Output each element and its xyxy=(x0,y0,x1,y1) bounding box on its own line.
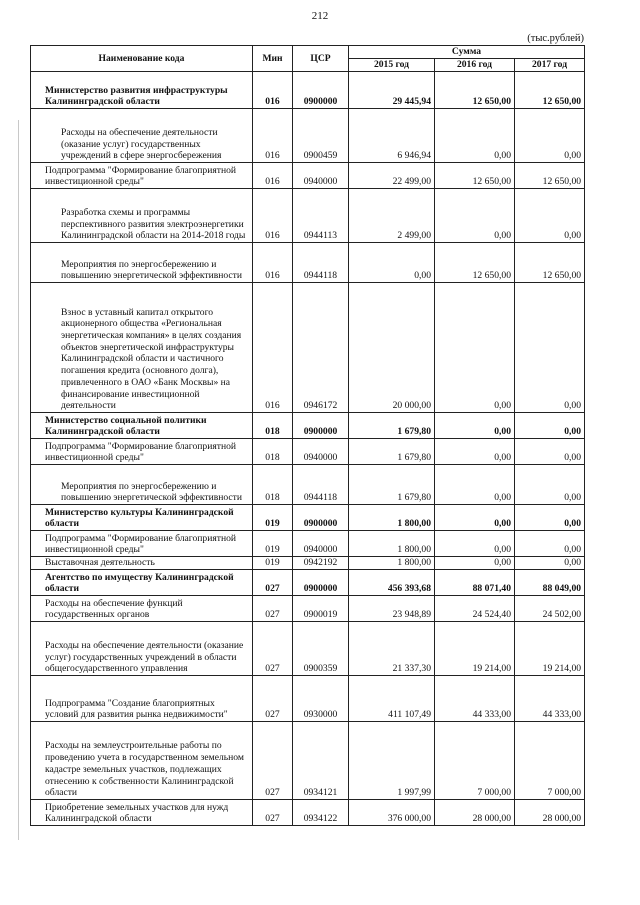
row-2016: 0,00 xyxy=(435,413,515,439)
row-2016: 0,00 xyxy=(435,283,515,413)
row-2016: 12 650,00 xyxy=(435,163,515,189)
row-csr: 0940000 xyxy=(293,531,349,557)
row-csr: 0946172 xyxy=(293,283,349,413)
row-2015: 411 107,49 xyxy=(349,676,435,722)
header-csr: ЦСР xyxy=(293,46,349,72)
table-row xyxy=(31,189,585,243)
row-2017: 0,00 xyxy=(515,505,585,531)
row-name: Расходы на обеспечение функций государственных органов xyxy=(31,596,253,622)
budget-table xyxy=(30,45,585,826)
row-min: 016 xyxy=(253,243,293,283)
row-2017: 12 650,00 xyxy=(515,243,585,283)
row-2016: 28 000,00 xyxy=(435,800,515,826)
row-2015: 1 800,00 xyxy=(349,505,435,531)
row-2016: 0,00 xyxy=(435,557,515,570)
row-csr: 0940000 xyxy=(293,439,349,465)
row-2015: 1 679,80 xyxy=(349,439,435,465)
row-name: Расходы на землеустроительные работы по проведению учета в государственном земельном кадастре земельных участков, подлежащих отнесению к собственности Калининградской области xyxy=(31,722,253,800)
row-csr: 0944118 xyxy=(293,465,349,505)
row-2015: 29 445,94 xyxy=(349,72,435,109)
row-2015: 1 997,99 xyxy=(349,722,435,800)
row-csr: 0900019 xyxy=(293,596,349,622)
table-row xyxy=(31,163,585,189)
row-2015: 20 000,00 xyxy=(349,283,435,413)
header-min: Мин xyxy=(253,46,293,72)
row-name: Подпрограмма "Формирование благоприятной инвестиционной среды" xyxy=(31,163,253,189)
row-2017: 0,00 xyxy=(515,531,585,557)
table-row xyxy=(31,800,585,826)
row-min: 016 xyxy=(253,163,293,189)
row-name: Мероприятия по энергосбережению и повышению энергетической эффективности xyxy=(31,465,253,505)
row-2016: 0,00 xyxy=(435,439,515,465)
row-csr: 0942192 xyxy=(293,557,349,570)
table-row xyxy=(31,465,585,505)
header-2017: 2017 год xyxy=(515,59,585,72)
row-name: Подпрограмма "Создание благоприятных условий для развития рынка недвижимости" xyxy=(31,676,253,722)
table-row xyxy=(31,570,585,596)
table-row xyxy=(31,439,585,465)
row-csr: 0934122 xyxy=(293,800,349,826)
row-name: Министерство развития инфраструктуры Калининградской области xyxy=(31,72,253,109)
row-2015: 6 946,94 xyxy=(349,109,435,163)
row-2017: 7 000,00 xyxy=(515,722,585,800)
header-2016: 2016 год xyxy=(435,59,515,72)
row-min: 018 xyxy=(253,413,293,439)
row-csr: 0944113 xyxy=(293,189,349,243)
row-2017: 0,00 xyxy=(515,283,585,413)
row-2015: 1 800,00 xyxy=(349,531,435,557)
row-min: 019 xyxy=(253,531,293,557)
row-2017: 0,00 xyxy=(515,557,585,570)
table-row xyxy=(31,596,585,622)
row-min: 027 xyxy=(253,596,293,622)
table-row xyxy=(31,557,585,570)
row-min: 016 xyxy=(253,109,293,163)
row-name: Подпрограмма "Формирование благоприятной инвестиционной среды" xyxy=(31,439,253,465)
row-2017: 88 049,00 xyxy=(515,570,585,596)
row-name: Расходы на обеспечение деятельности (оказание услуг) государственных учреждений в области общегосударственного управления xyxy=(31,622,253,676)
row-2016: 12 650,00 xyxy=(435,243,515,283)
row-min: 018 xyxy=(253,439,293,465)
row-name: Приобретение земельных участков для нужд Калининградской области xyxy=(31,800,253,826)
row-min: 027 xyxy=(253,722,293,800)
row-name: Разработка схемы и программы перспективного развития электроэнергетики Калининградской области на 2014-2018 годы xyxy=(31,189,253,243)
row-2017: 24 502,00 xyxy=(515,596,585,622)
table-row xyxy=(31,622,585,676)
row-name: Агентство по имуществу Калининградской области xyxy=(31,570,253,596)
row-min: 018 xyxy=(253,465,293,505)
row-csr: 0900000 xyxy=(293,505,349,531)
row-2016: 7 000,00 xyxy=(435,722,515,800)
row-name: Подпрограмма "Формирование благоприятной инвестиционной среды" xyxy=(31,531,253,557)
row-2015: 21 337,30 xyxy=(349,622,435,676)
row-csr: 0944118 xyxy=(293,243,349,283)
row-2017: 0,00 xyxy=(515,465,585,505)
row-min: 027 xyxy=(253,570,293,596)
row-2017: 44 333,00 xyxy=(515,676,585,722)
row-csr: 0934121 xyxy=(293,722,349,800)
table-row xyxy=(31,531,585,557)
row-min: 027 xyxy=(253,800,293,826)
table-row xyxy=(31,283,585,413)
row-2016: 0,00 xyxy=(435,531,515,557)
row-2017: 12 650,00 xyxy=(515,163,585,189)
row-csr: 0900000 xyxy=(293,72,349,109)
row-2017: 0,00 xyxy=(515,109,585,163)
row-min: 016 xyxy=(253,283,293,413)
header-name: Наименование кода xyxy=(31,46,253,72)
page-number: 212 xyxy=(311,10,329,22)
row-name: Министерство культуры Калининградской области xyxy=(31,505,253,531)
row-2017: 19 214,00 xyxy=(515,622,585,676)
table-row xyxy=(31,109,585,163)
header-sum: Сумма xyxy=(349,46,585,59)
row-2015: 2 499,00 xyxy=(349,189,435,243)
row-2015: 1 679,80 xyxy=(349,413,435,439)
row-2016: 19 214,00 xyxy=(435,622,515,676)
row-name: Мероприятия по энергосбережению и повышению энергетической эффективности xyxy=(31,243,253,283)
row-2015: 1 800,00 xyxy=(349,557,435,570)
row-min: 016 xyxy=(253,72,293,109)
row-name: Министерство социальной политики Калининградской области xyxy=(31,413,253,439)
row-min: 027 xyxy=(253,622,293,676)
row-2016: 24 524,40 xyxy=(435,596,515,622)
row-name: Расходы на обеспечение деятельности (оказание услуг) государственных учреждений в сфере энергосбережения xyxy=(31,109,253,163)
row-2017: 28 000,00 xyxy=(515,800,585,826)
row-2016: 12 650,00 xyxy=(435,72,515,109)
row-2016: 0,00 xyxy=(435,109,515,163)
row-2016: 0,00 xyxy=(435,465,515,505)
row-2016: 0,00 xyxy=(435,189,515,243)
row-2017: 12 650,00 xyxy=(515,72,585,109)
row-2016: 88 071,40 xyxy=(435,570,515,596)
row-name: Взнос в уставный капитал открытого акционерного общества «Региональная энергетическая компания» в целях создания объектов энергетической инфраструктуры Калининградской области и частичного погашения кредита (основного долга), привлеченного в ОАО «Банк Москвы» на финансирование инвестиционной деятельности xyxy=(31,283,253,413)
row-min: 016 xyxy=(253,189,293,243)
row-2017: 0,00 xyxy=(515,189,585,243)
table-row xyxy=(31,676,585,722)
row-csr: 0930000 xyxy=(293,676,349,722)
row-min: 019 xyxy=(253,505,293,531)
table-row xyxy=(31,413,585,439)
row-min: 019 xyxy=(253,557,293,570)
row-min: 027 xyxy=(253,676,293,722)
row-2015: 23 948,89 xyxy=(349,596,435,622)
row-2017: 0,00 xyxy=(515,413,585,439)
row-csr: 0900000 xyxy=(293,570,349,596)
units-note: (тыс.рублей) xyxy=(527,33,584,44)
row-2016: 44 333,00 xyxy=(435,676,515,722)
row-2016: 0,00 xyxy=(435,505,515,531)
row-name: Выставочная деятельность xyxy=(31,557,253,570)
scan-edge-line xyxy=(18,120,19,840)
row-2015: 1 679,80 xyxy=(349,465,435,505)
row-2015: 22 499,00 xyxy=(349,163,435,189)
row-csr: 0940000 xyxy=(293,163,349,189)
row-2015: 376 000,00 xyxy=(349,800,435,826)
header-2015: 2015 год xyxy=(349,59,435,72)
row-2017: 0,00 xyxy=(515,439,585,465)
row-2015: 456 393,68 xyxy=(349,570,435,596)
row-csr: 0900359 xyxy=(293,622,349,676)
row-csr: 0900459 xyxy=(293,109,349,163)
table-row xyxy=(31,243,585,283)
table-row xyxy=(31,505,585,531)
row-csr: 0900000 xyxy=(293,413,349,439)
table-row xyxy=(31,722,585,800)
table-row xyxy=(31,72,585,109)
row-2015: 0,00 xyxy=(349,243,435,283)
